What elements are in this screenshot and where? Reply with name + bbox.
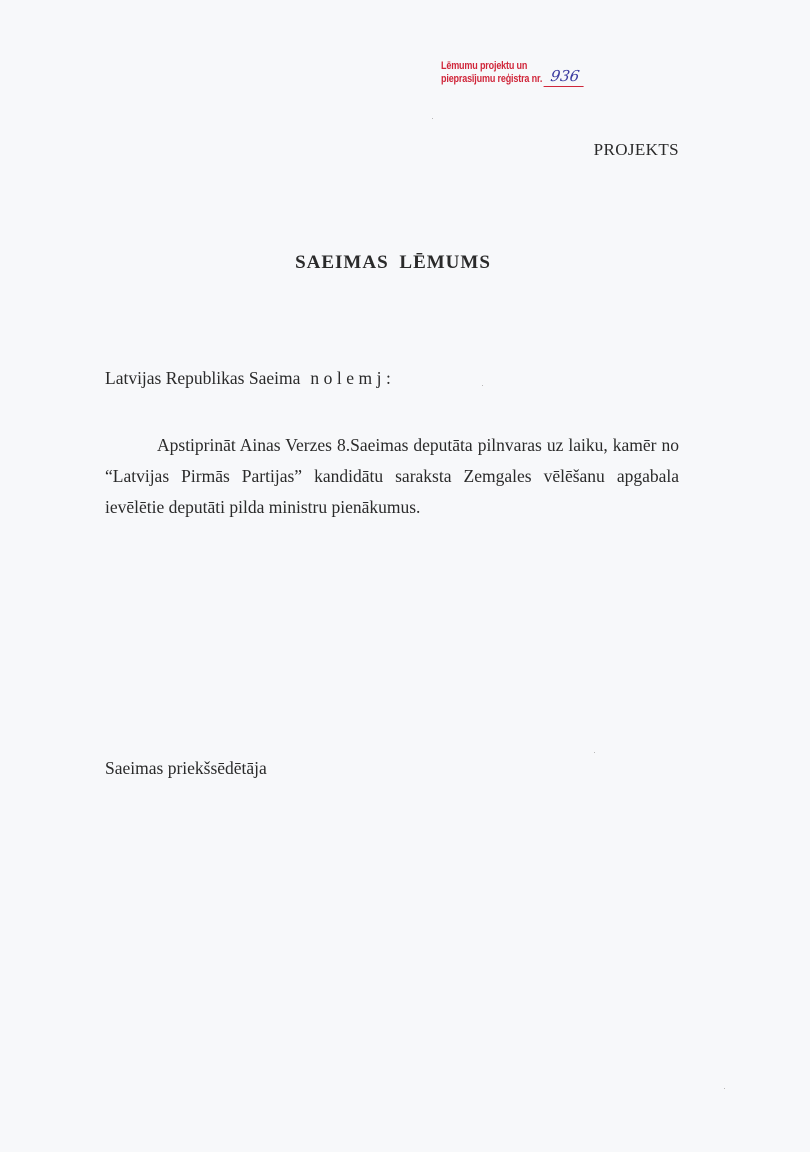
decision-lead: Latvijas Republikas Saeima [105,368,301,388]
decision-body: Apstiprināt Ainas Verzes 8.Saeimas deputāta pilnvaras uz laiku, kamēr no “Latvijas Pirmās Partijas” kandidātu saraksta Zemgales vēlēšanu apgabala ievēlētie deputāti pilda ministru pienākumus. [105,435,679,517]
draft-label: PROJEKTS [593,140,679,159]
signature-line: Saeimas priekšsēdētāja [105,758,267,778]
registry-stamp [441,60,542,86]
scan-speck [432,118,433,119]
decision-verb: nolemj: [310,368,396,388]
decision-intro [105,368,395,389]
scan-speck [724,1088,725,1089]
document-title: SAEIMAS LĒMUMS [295,252,491,273]
stamp-line-2: pieprasījumu reģistra nr. [441,73,543,85]
scan-speck [594,752,595,753]
registry-number: 936 [544,66,587,87]
stamp-line-1: Lēmumu projektu un [441,60,528,72]
scan-speck [482,385,483,386]
